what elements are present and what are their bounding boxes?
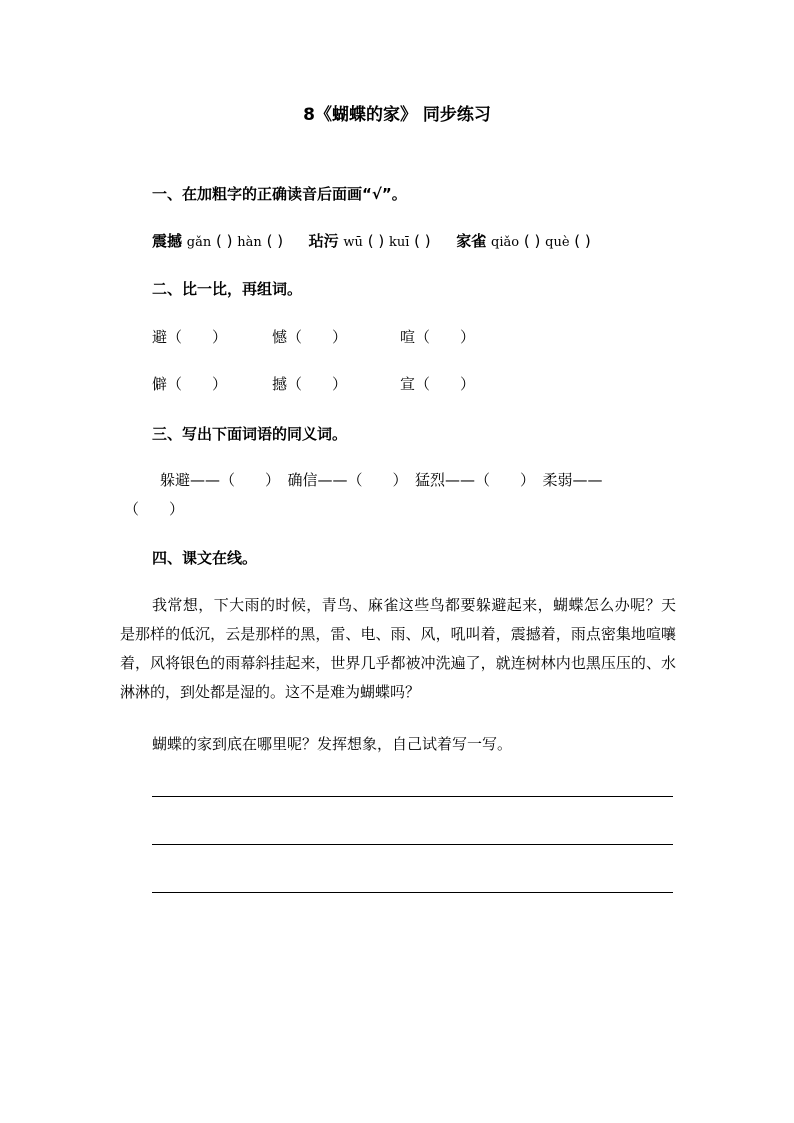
section-1-heading: 一、在加粗字的正确读音后面画“√”。: [152, 185, 407, 203]
item-paren: ( ): [367, 232, 385, 250]
item-option-1: gǎn: [186, 235, 212, 250]
compare-cell: 僻（ ）: [152, 375, 228, 393]
pronunciation-item: [152, 230, 283, 251]
item-option-2: kuī: [388, 235, 410, 250]
section-4-heading: 四、课文在线。: [152, 549, 258, 567]
pronunciation-item: [309, 230, 431, 251]
item-paren: ( ): [574, 232, 591, 250]
answer-line[interactable]: [152, 796, 673, 797]
item-word: 玷污: [308, 232, 339, 250]
answer-line[interactable]: [152, 844, 673, 845]
answer-line[interactable]: [152, 892, 673, 893]
item-paren: ( ): [523, 232, 541, 250]
compare-row-1: [152, 326, 552, 346]
compare-cell: 憾（ ）: [272, 328, 348, 346]
item-word: 家雀: [456, 232, 487, 250]
synonym-line-1: 躲避——（ ） 确信——（ ） 猛烈——（ ） 柔弱——: [160, 471, 603, 489]
item-paren: ( ): [216, 232, 233, 250]
compare-cell: 避（ ）: [152, 328, 228, 346]
item-option-1: wū: [343, 235, 363, 250]
item-option-1: qiǎo: [491, 235, 520, 250]
compare-row-2: [152, 373, 552, 393]
item-paren: ( ): [414, 232, 431, 250]
compare-cell: 撼（ ）: [272, 375, 348, 393]
reading-paragraph: 我常想，下大雨的时候，青鸟、麻雀这些鸟都要躲避起来，蝴蝶怎么办呢？天是那样的低沉，云是那样的黑，雷、电、雨、风，吼叫着，震撼着，雨点密集地喧嚷着，风将银色的雨幕斜挂起来，世界几乎都被冲洗遍了，就连树林内也黑压压的、水淋淋的，到处都是湿的。这不是难为蝴蝶吗？: [120, 596, 676, 701]
item-paren: ( ): [266, 232, 284, 250]
section-3-heading: 三、写出下面词语的同义词。: [152, 425, 348, 443]
synonym-line-2: （ ）: [124, 500, 185, 518]
item-word: 震撼: [152, 232, 183, 250]
item-option-2: hàn: [237, 235, 262, 250]
item-option-2: què: [545, 235, 570, 250]
writing-prompt: 蝴蝶的家到底在哪里呢？发挥想象，自己试着写一写。: [152, 735, 513, 753]
compare-cell: 喧（ ）: [400, 328, 476, 346]
section-2-heading: 二、比一比，再组词。: [152, 280, 303, 298]
compare-cell: 宣（ ）: [400, 375, 476, 393]
pronunciation-item: [456, 230, 591, 251]
pronunciation-row: [152, 230, 591, 251]
page-title: 8《蝴蝶的家》 同步练习: [303, 105, 491, 125]
